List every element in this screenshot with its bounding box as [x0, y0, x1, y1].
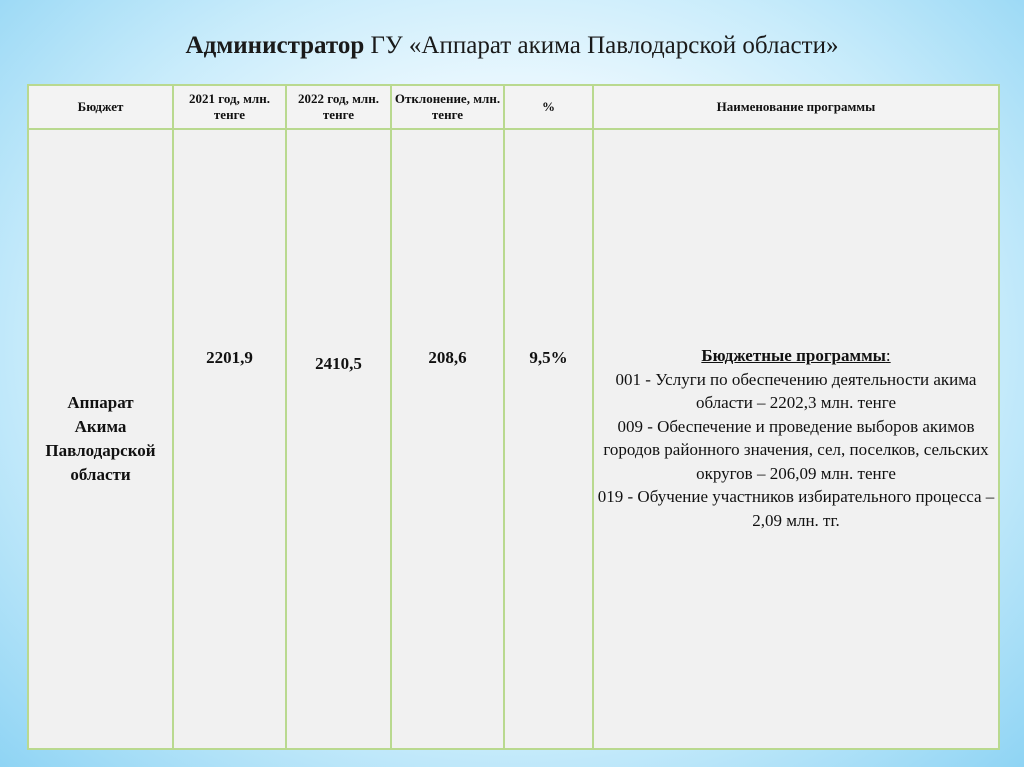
program-item: 001 - Услуги по обеспечению деятельности акима области – 2202,3 млн. тенге: [615, 369, 977, 412]
budget-name-line: области: [70, 465, 131, 484]
budget-name-line: Аппарат: [67, 393, 134, 412]
header-percent: %: [504, 85, 593, 129]
table-header-row: [28, 85, 999, 129]
page-title-bold: Администратор: [185, 32, 365, 59]
budget-name-line: Павлодарской: [45, 441, 156, 460]
cell-2022-value: 2410,5: [286, 129, 391, 749]
program-item: 019 - Обучение участников избирательного процесса – 2,09 млн. тг.: [597, 487, 995, 530]
cell-percent-value: 9,5%: [504, 129, 593, 749]
programs-title-colon: :: [885, 346, 891, 365]
page-title: [0, 32, 1024, 60]
page-title-rest: ГУ «Аппарат акима Павлодарской области»: [364, 32, 839, 59]
header-2022: 2022 год, млн. тенге: [286, 85, 391, 129]
header-2021: 2021 год, млн. тенге: [173, 85, 286, 129]
header-budget: Бюджет: [28, 85, 173, 129]
cell-programs: [593, 129, 999, 749]
table-row: [28, 129, 999, 749]
cell-2021-value: 2201,9: [173, 129, 286, 749]
programs-title: Бюджетные программы: [701, 346, 886, 365]
header-deviation: Отклонение, млн. тенге: [391, 85, 504, 129]
budget-name-line: Акима: [74, 417, 127, 436]
header-program-name: Наименование программы: [593, 85, 999, 129]
cell-deviation-value: 208,6: [391, 129, 504, 749]
budget-table: [27, 84, 1000, 750]
program-item: 009 - Обеспечение и проведение выборов акимов городов районного значения, сел, поселков, сельских округов – 206,09 млн. тенге: [603, 416, 989, 483]
cell-budget-name: [28, 129, 173, 749]
